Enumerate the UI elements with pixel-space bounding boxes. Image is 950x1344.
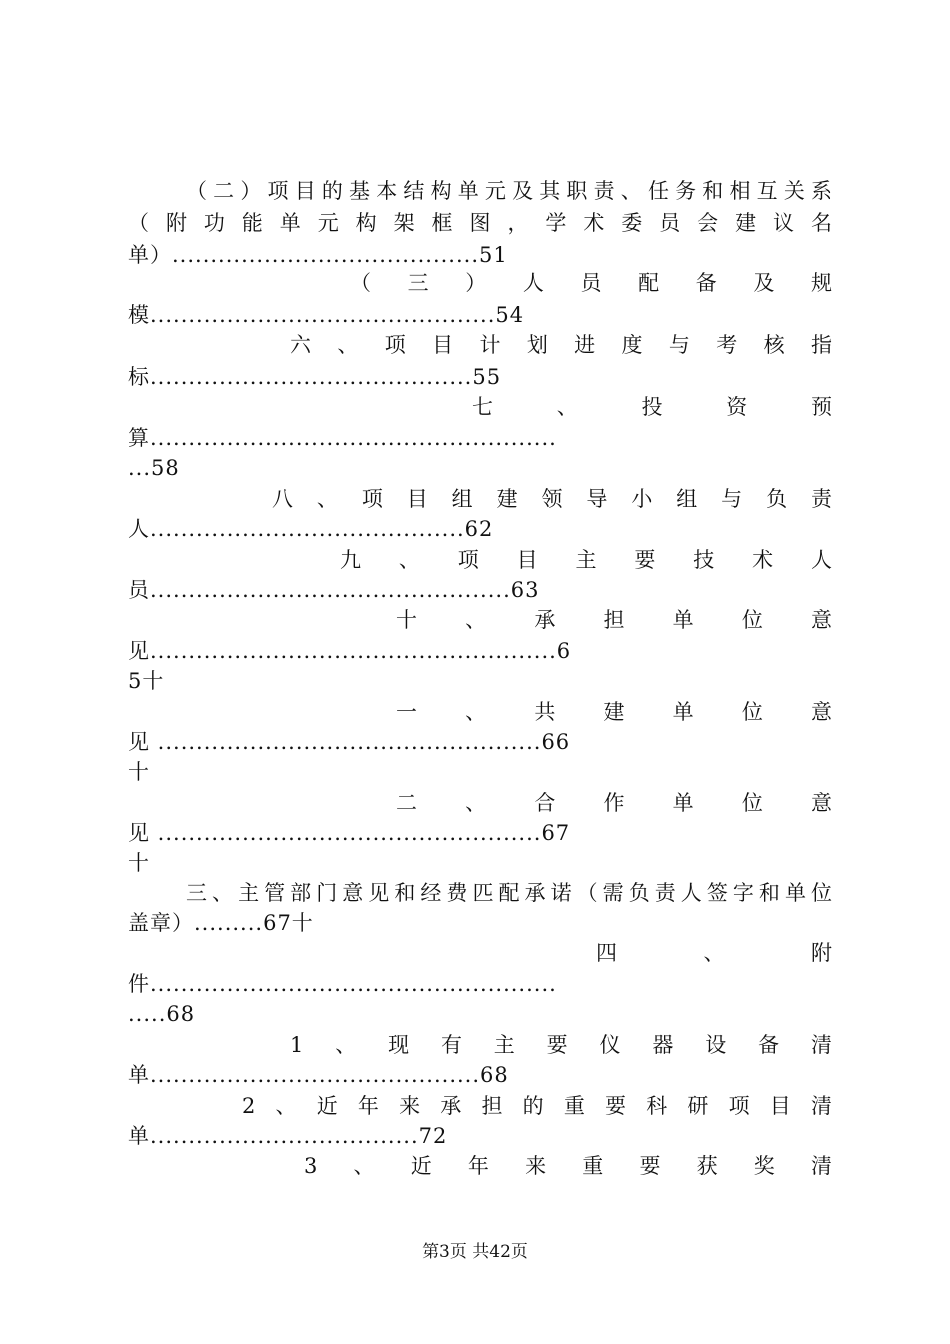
toc-line: 六、项目计划进度与考核指 [290,333,832,357]
toc-line: 盖章）.........67十 [128,911,314,935]
toc-line: 二、合作单位意 [396,791,832,815]
toc-line: 算..................................................... [128,426,557,450]
toc-line: 三、主管部门意见和经费匹配承诺（需负责人签字和单位 [186,881,832,905]
toc-line: 十 [128,851,150,875]
toc-line: 见 ..................................................67 [128,821,571,845]
toc-line: 标..........................................55 [128,365,502,389]
toc-line: 十 [128,760,150,784]
toc-line: 单...................................72 [128,1124,448,1148]
toc-line: （二）项目的基本结构单元及其职责、任务和相互关系 [186,179,832,203]
toc-line: 3、近年来重要获奖清 [304,1154,832,1178]
toc-line: 5十 [128,669,165,693]
toc-line: 七、投资预 [472,395,832,419]
toc-line: 单...........................................68 [128,1063,509,1087]
toc-line: 四、附 [596,941,832,965]
toc-line: 2、近年来承担的重要科研项目清 [242,1094,832,1118]
toc-line: 单）........................................51 [128,243,508,267]
toc-line: 一、共建单位意 [396,700,832,724]
toc-line: 员...............................................63 [128,578,540,602]
toc-line: 十、承担单位意 [396,608,832,632]
toc-line: 模.............................................54 [128,303,525,327]
toc-line: 九、项目主要技术人 [340,548,832,572]
toc-line: 见.....................................................6 [128,639,572,663]
toc-line: （三）人员配备及规 [350,271,832,295]
page-number-footer: 第3页 共42页 [422,1242,528,1262]
toc-line: 1、现有主要仪器设备清 [290,1033,832,1057]
toc-line: .....68 [128,1002,196,1026]
toc-line: （附功能单元构架框图，学术委员会建议名 [128,211,832,235]
toc-line: 八、项目组建领导小组与负责 [272,487,832,511]
toc-line: 人.........................................62 [128,517,494,541]
toc-line: 见 ..................................................66 [128,730,571,754]
toc-line: ...58 [128,456,180,480]
toc-line: 件..................................................... [128,972,557,996]
